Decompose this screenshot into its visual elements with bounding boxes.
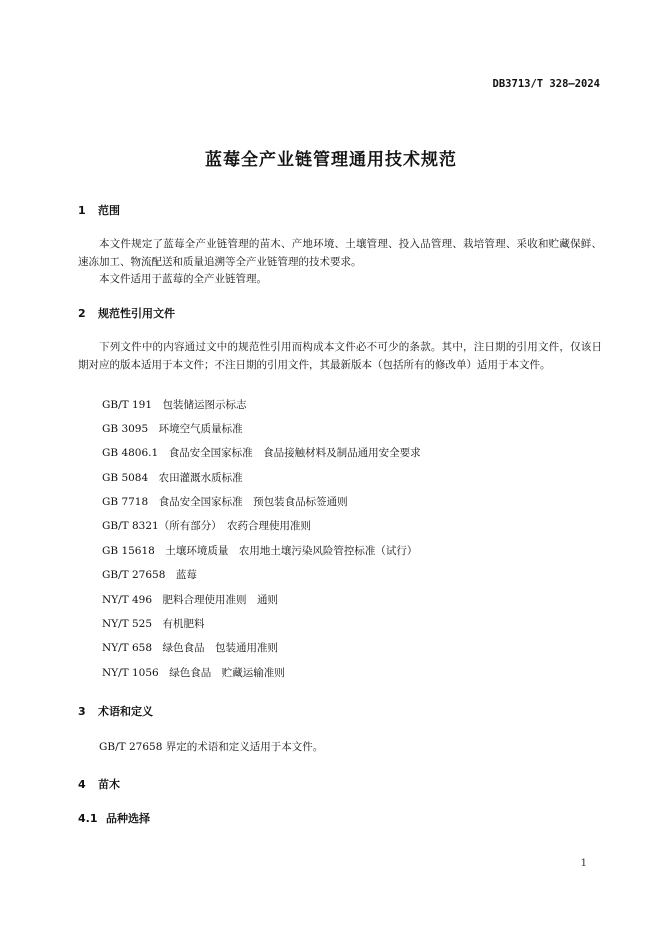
normative-intro-paragraph: 下列文件中的内容通过文中的规范性引用而构成本文件必不可少的条款。其中，注日期的引用文件，仅该日期对应的版本适用于本文件；不注日期的引用文件，其最新版本（包括所有的修改单）适用于本文件。 <box>78 341 602 371</box>
scope-paragraph-1: 本文件规定了蓝莓全产业链管理的苗木、产地环境、土壤管理、投入品管理、栽培管理、采收和贮藏保鲜、速冻加工、物流配送和质量追溯等全产业链管理的技术要求。 <box>78 238 602 268</box>
reference-name: 食品安全国家标准 食品接触材料及制品通用安全要求 <box>168 447 421 459</box>
section-title: 苗木 <box>98 778 120 791</box>
reference-code: NY/T 525 <box>102 618 153 630</box>
reference-item <box>102 640 278 655</box>
reference-name: 绿色食品 包装通用准则 <box>162 642 279 654</box>
reference-code: GB 5084 <box>102 472 149 484</box>
section-number: 2 <box>78 307 86 320</box>
reference-item <box>102 397 247 412</box>
reference-item <box>102 470 243 485</box>
reference-name: 肥料合理使用准则 通则 <box>162 594 279 606</box>
reference-name: 农田灌溉水质标准 <box>158 472 243 484</box>
reference-code: NY/T 658 <box>102 642 153 654</box>
section-heading-scope <box>78 202 120 218</box>
reference-code: GB 4806.1 <box>102 447 159 459</box>
reference-item <box>102 421 243 436</box>
section-number: 1 <box>78 204 86 217</box>
reference-name: 蓝莓 <box>175 569 197 581</box>
reference-name: 农药合理使用准则 <box>226 520 311 532</box>
scope-paragraph-2: 本文件适用于蓝莓的全产业链管理。 <box>99 273 267 285</box>
reference-item <box>102 567 197 582</box>
reference-code: GB 3095 <box>102 423 149 435</box>
document-title: 蓝莓全产业链管理通用技术规范 <box>205 150 457 170</box>
reference-name: 有机肥料 <box>162 618 205 630</box>
section-heading-normative-references <box>78 305 175 321</box>
reference-code: NY/T 496 <box>102 594 153 606</box>
reference-item <box>102 518 311 533</box>
page-number: 1 <box>580 858 587 869</box>
section-number: 4 <box>78 778 86 791</box>
reference-name: 食品安全国家标准 预包装食品标签通则 <box>158 496 348 508</box>
section-title: 品种选择 <box>106 812 150 825</box>
section-title: 规范性引用文件 <box>98 307 175 320</box>
reference-code: GB/T 191 <box>102 399 153 411</box>
reference-name: 环境空气质量标准 <box>158 423 243 435</box>
section-number: 4.1 <box>78 812 98 825</box>
terms-paragraph: GB/T 27658 界定的术语和定义适用于本文件。 <box>99 741 324 753</box>
section-heading-seedlings <box>78 776 120 792</box>
reference-code: GB 7718 <box>102 496 149 508</box>
section-title: 术语和定义 <box>98 705 153 718</box>
reference-item <box>102 543 417 558</box>
document-code: DB3713/T 328—2024 <box>492 78 600 90</box>
reference-item <box>102 616 205 631</box>
section-number: 3 <box>78 705 86 718</box>
reference-item <box>102 592 278 607</box>
reference-name: 包装储运图示标志 <box>162 399 247 411</box>
reference-item <box>102 665 285 680</box>
reference-item <box>102 494 348 509</box>
reference-code: GB/T 8321（所有部分） <box>102 520 217 532</box>
subsection-heading-variety-selection <box>78 810 150 826</box>
reference-code: GB/T 27658 <box>102 569 166 581</box>
reference-code: GB 15618 <box>102 545 155 557</box>
section-title: 范围 <box>98 204 120 217</box>
reference-name: 土壤环境质量 农用地土壤污染风险管控标准（试行） <box>165 545 418 557</box>
reference-code: NY/T 1056 <box>102 667 159 679</box>
reference-name: 绿色食品 贮藏运输准则 <box>169 667 285 679</box>
section-heading-terms <box>78 703 153 719</box>
reference-item <box>102 445 421 460</box>
